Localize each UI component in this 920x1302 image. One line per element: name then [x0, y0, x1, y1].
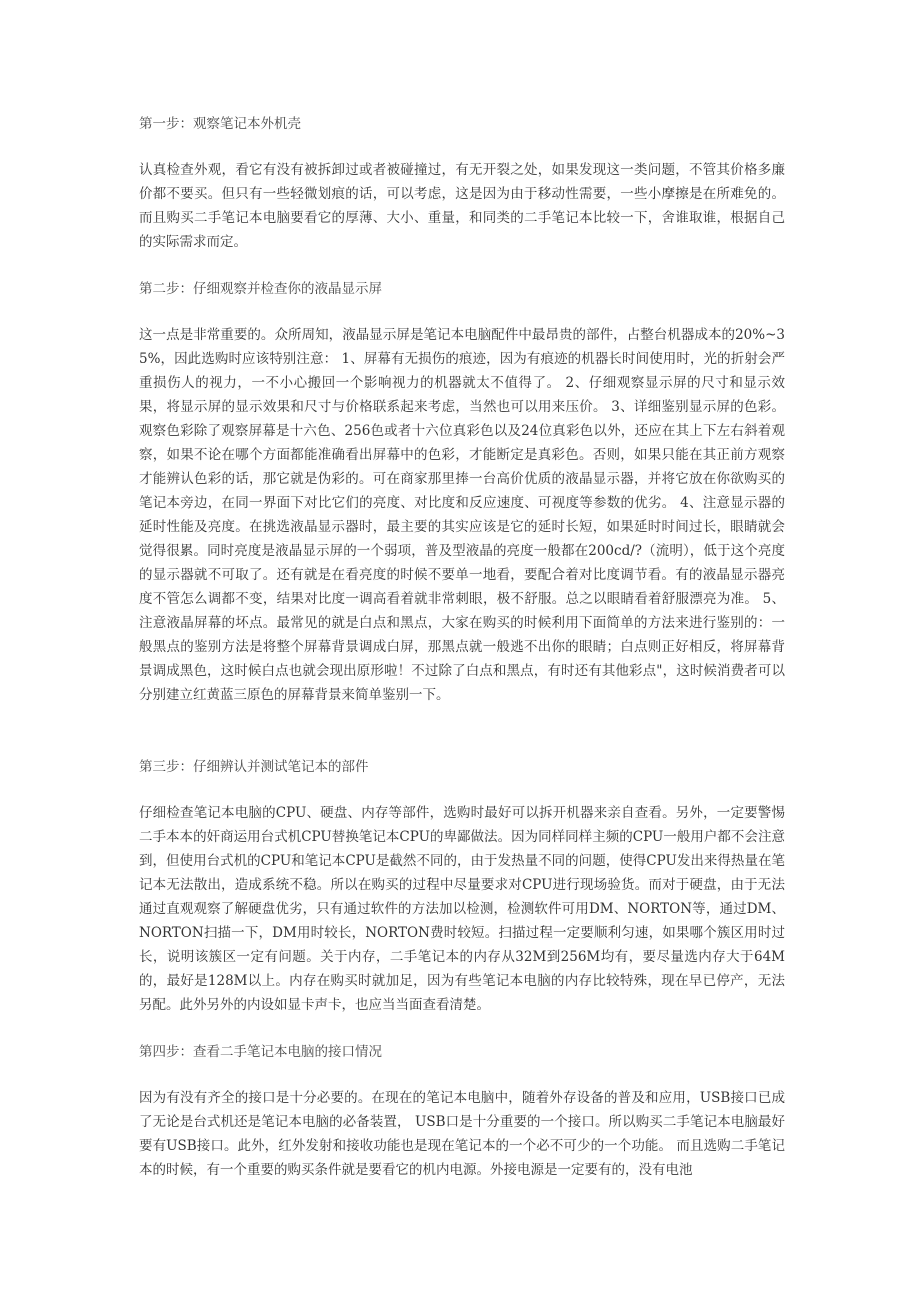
step-4-paragraph: 因为有没有齐全的接口是十分必要的。在现在的笔记本电脑中，随着外存设备的普及和应用，USB接口已成了无论是台式机还是笔记本电脑的必备装置， USB口是十分重要的一个接口。所以购买二手笔记本电脑最好要有USB接口。此外，红外发射和接收功能也是现在笔记本的一个必不可少的一个功能。 而且选购二手笔记本的时候，有一个重要的购买条件就是要看它的机内电源。外接电源是一定要有的，没有电池 — [139, 1090, 785, 1178]
step-4-heading: 第四步：查看二手笔记本电脑的接口情况 — [139, 1044, 382, 1060]
step-3-heading: 第三步：仔细辨认并测试笔记本的部件 — [139, 759, 369, 775]
step-3-paragraph: 仔细检查笔记本电脑的CPU、硬盘、内存等部件，选购时最好可以拆开机器来亲自查看。另外，一定要警惕二手本本的奸商运用台式机CPU替换笔记本CPU的卑鄙做法。因为同样同样主频的CPU一般用户都不会注意到，但使用台式机的CPU和笔记本CPU是截然不同的，由于发热量不同的问题，使得CPU发出来得热量在笔记本无法散出，造成系统不稳。所以在购买的过程中尽量要求对CPU进行现场验货。而对于硬盘，由于无法通过直观观察了解硬盘优劣，只有通过软件的方法加以检测，检测软件可用DM、NORTON等，通过DM、NORTON扫描一下，DM用时较长，NORTON费时较短。扫描过程一定要顺利匀速，如果哪个簇区用时过长，说明该簇区一定有问题。关于内存，二手笔记本的内存从32M到256M均有，要尽量选内存大于64M的，最好是128M以上。内存在购买时就加足，因为有些笔记本电脑的内存比较特殊，现在早已停产，无法另配。此外另外的内设如显卡声卡，也应当当面查看清楚。 — [139, 805, 785, 1013]
document-content — [139, 112, 785, 1182]
step-2-heading: 第二步：仔细观察并检查你的液晶显示屏 — [139, 281, 382, 297]
step-2-paragraph: 这一点是非常重要的。众所周知，液晶显示屏是笔记本电脑配件中最昂贵的部件，占整台机器成本的20%~35%，因此选购时应该特别注意： 1、屏幕有无损伤的痕迹，因为有痕迹的机器长时间使用时，光的折射会严重损伤人的视力，一不小心搬回一个影响视力的机器就太不值得了。 2、仔细观察显示屏的尺寸和显示效果，将显示屏的显示效果和尺寸与价格联系起来考虑，当然也可以用来压价。 3、详细鉴别显示屏的色彩。观察色彩除了观察屏幕是十六色、256色或者十六位真彩色以及24位真彩色以外，还应在其上下左右斜着观察，如果不论在哪个方面都能准确看出屏幕中的色彩，才能断定是真彩色。否则，如果只能在其正前方观察才能辨认色彩的话，那它就是伪彩的。可在商家那里捧一台高价优质的液晶显示器，并将它放在你欲购买的笔记本旁边，在同一界面下对比它们的亮度、对比度和反应速度、可视度等参数的优劣。 4、注意显示器的延时性能及亮度。在挑选液晶显示器时，最主要的其实应该是它的延时长短，如果延时时间过长，眼睛就会觉得很累。同时亮度是液晶显示屏的一个弱项，普及型液晶的亮度一般都在200cd/?（流明），低于这个亮度的显示器就不可取了。还有就是在看亮度的时候不要单一地看，要配合着对比度调节看。有的液晶显示器亮度不管怎么调都不变，结果对比度一调高看着就非常刺眼，极不舒服。总之以眼睛看着舒服漂亮为准。 5、注意液晶屏幕的坏点。最常见的就是白点和黑点，大家在购买的时候利用下面简单的方法来进行鉴别的：一般黑点的鉴别方法是将整个屏幕背景调成白屏，那黑点就一般逃不出你的眼睛；白点则正好相反，将屏幕背景调成黑色，这时候白点也就会现出原形啦！不过除了白点和黑点，有时还有其他彩点"，这时候消费者可以分别建立红黄蓝三原色的屏幕背景来简单鉴别一下。 — [139, 327, 785, 703]
step-1-heading: 第一步：观察笔记本外机壳 — [139, 116, 301, 132]
step-1-paragraph: 认真检查外观，看它有没有被拆卸过或者被碰撞过，有无开裂之处，如果发现这一类问题，不管其价格多廉价都不要买。但只有一些轻微划痕的话，可以考虑，这是因为由于移动性需要，一些小摩擦是在所难免的。而且购买二手笔记本电脑要看它的厚薄、大小、重量，和同类的二手笔记本比较一下，舍谁取谁，根据自己的实际需求而定。 — [139, 162, 785, 250]
